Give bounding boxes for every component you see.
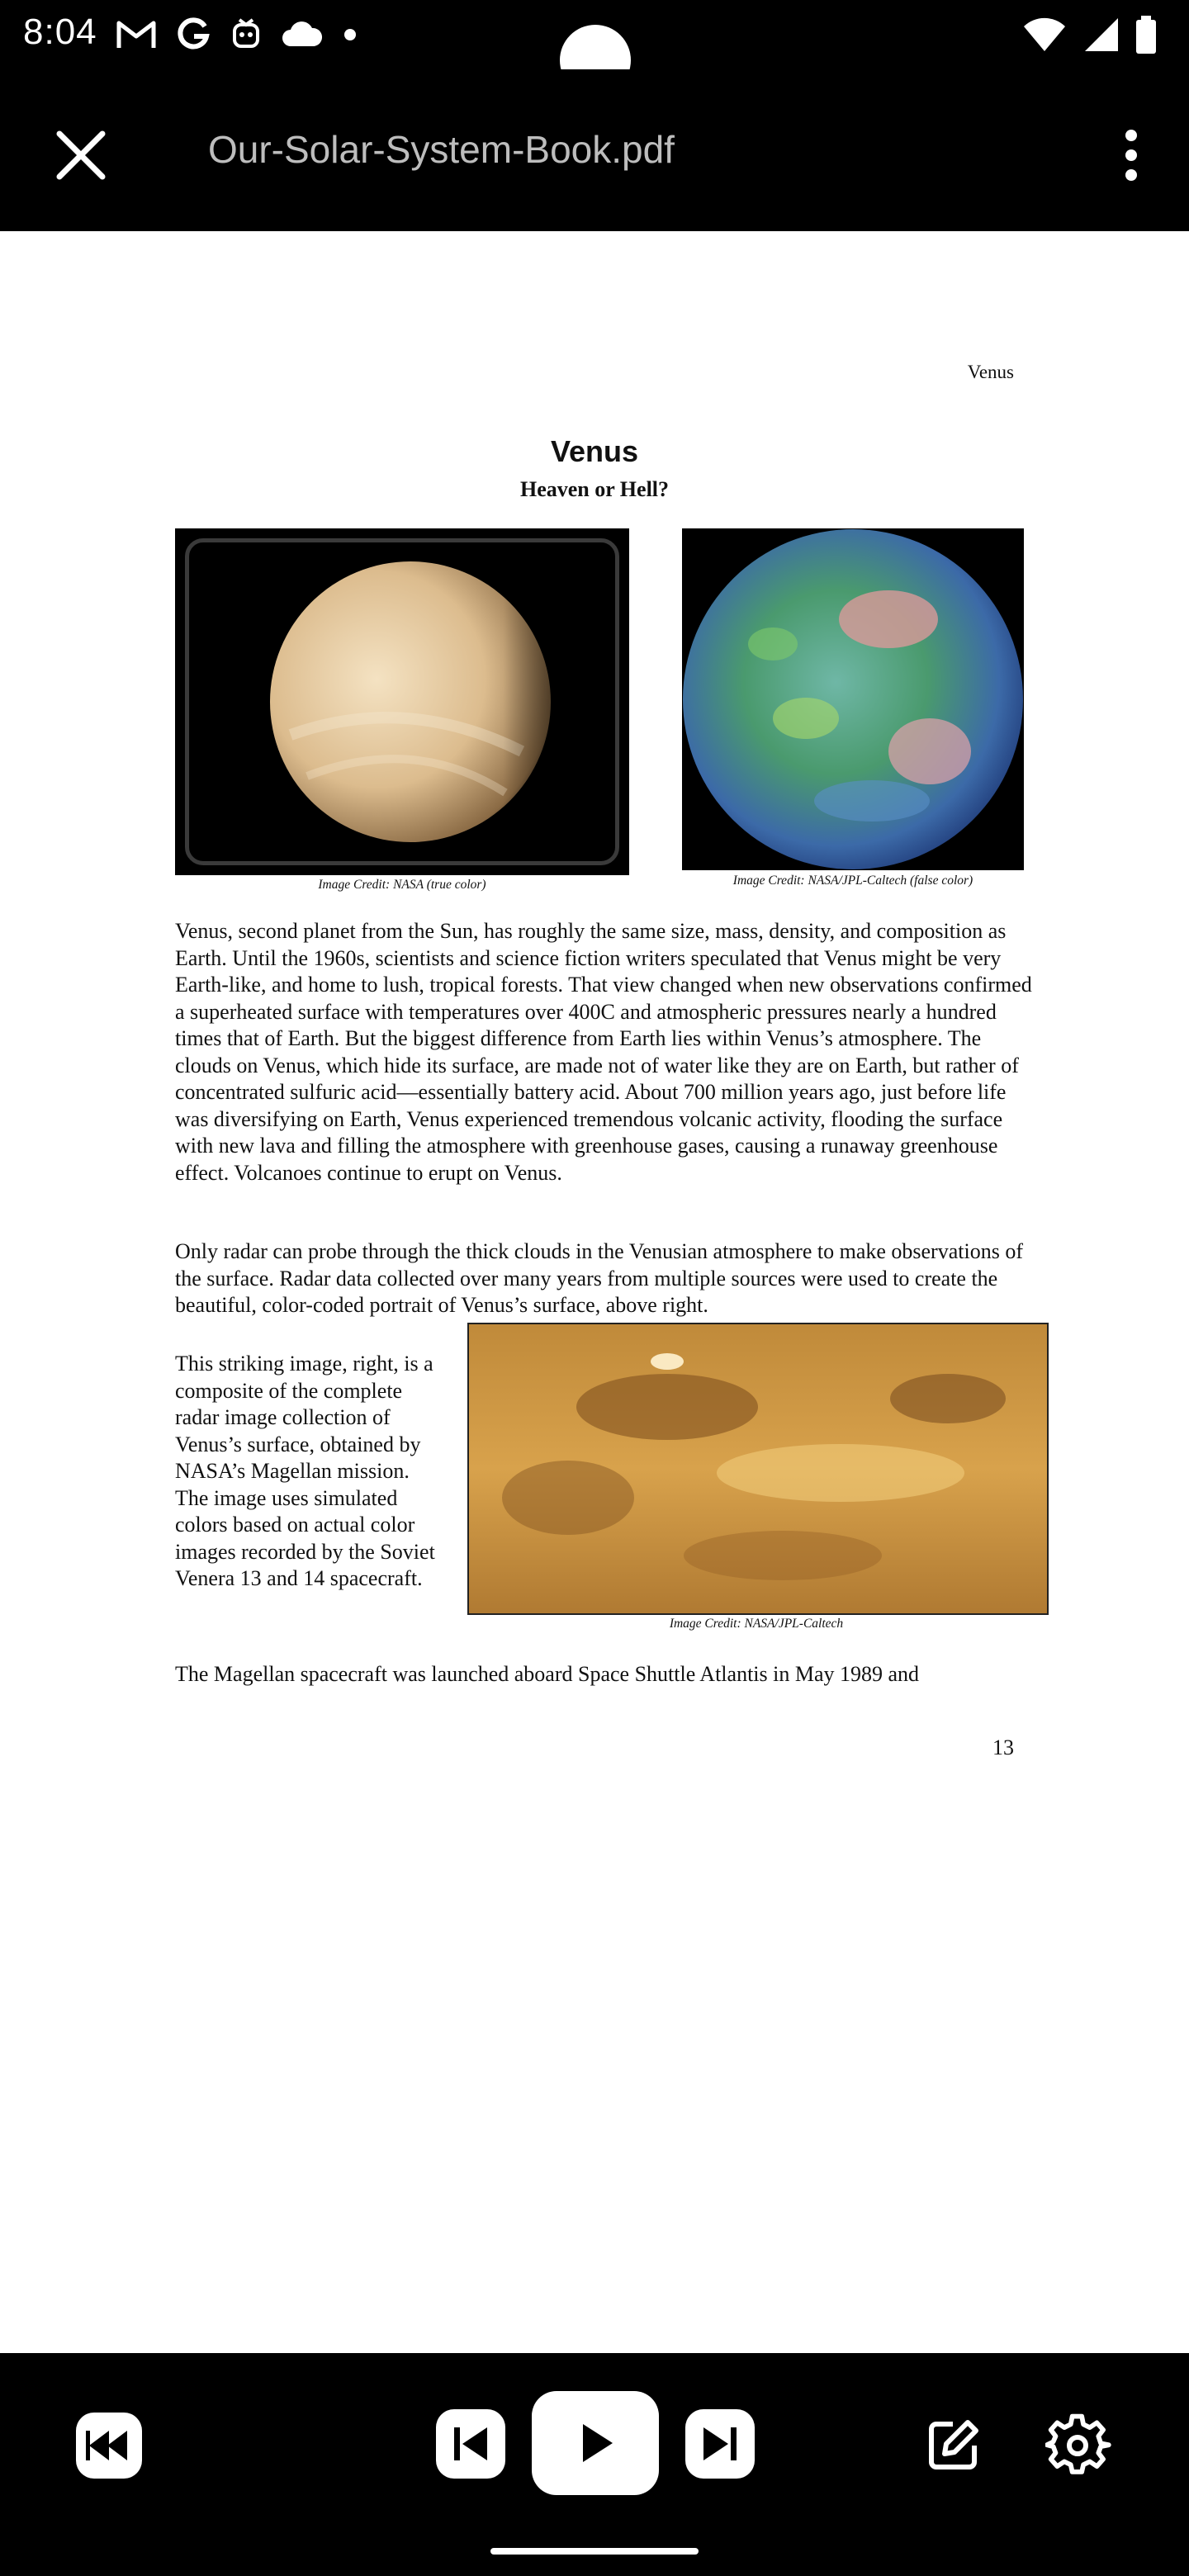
play-icon bbox=[532, 2391, 659, 2495]
skip-next-icon bbox=[685, 2409, 755, 2479]
page-subtitle: Heaven or Hell? bbox=[519, 477, 670, 501]
edit-icon bbox=[920, 2413, 986, 2479]
home-indicator[interactable] bbox=[490, 2548, 699, 2555]
play-button[interactable] bbox=[532, 2391, 659, 2495]
settings-button[interactable] bbox=[1045, 2413, 1111, 2479]
paragraph-1: Venus, second planet from the Sun, has roughly the same size, mass, density, and composition as Earth. Until the 1960s, scientists and science fiction writers speculated that Venus might be very Earth-like, and home to lush, tropical forests. That view changed when new observations confirmed a superheated surface with temperatures over 400C and atmospheric pressures nearly a hundred times that of Earth. But the biggest difference from Earth lies within Venus’s atmosphere. The clouds on Venus, which hide its surface, are made not of water like they are on Earth, but rather of concentrated sulfuric acid—essentially battery acid. About 700 million years ago, just before life was diversifying on Earth, Venus experienced tremendous volcanic activity, flooding the surface with new lava and filling the atmosphere with greenhouse gases, causing a runaway greenhouse effect. Volcanoes continue to erupt on Venus. bbox=[175, 919, 1032, 1185]
edit-button[interactable] bbox=[920, 2413, 986, 2479]
skip-previous-icon bbox=[436, 2409, 505, 2479]
file-title: Our-Solar-System-Book.pdf bbox=[208, 128, 675, 171]
skip-next-button[interactable] bbox=[685, 2409, 755, 2479]
paragraph-3: The Magellan spacecraft was launched aboard Space Shuttle Atlantis in May 1989 and bbox=[175, 1662, 920, 1686]
caption-map: Image Credit: NASA/JPL-Caltech bbox=[669, 1617, 844, 1631]
playback-controls bbox=[0, 2353, 1189, 2576]
page-title: Venus bbox=[550, 434, 639, 468]
venus-false-color-image bbox=[682, 528, 1024, 870]
caption-true-color: Image Credit: NASA (true color) bbox=[318, 878, 486, 892]
paragraph-2: Only radar can probe through the thick clouds in the Venusian atmosphere to make observations of the surface. Radar data collected over many years from multiple sources were used to create the beautiful, color-coded portrait of Venus’s surface, above right. bbox=[175, 1239, 1023, 1317]
caption-false-color: Image Credit: NASA/JPL-Caltech (false color) bbox=[732, 874, 973, 888]
side-paragraph: This striking image, right, is a composite of the complete radar image collection of Venus’s surface, obtained by NASA’s Magellan mission. The image uses simulated colors based on actual color images recorded by the Soviet Venera 13 and 14 spacecraft. bbox=[175, 1352, 435, 1590]
rewind-button[interactable] bbox=[76, 2413, 142, 2479]
rewind-icon bbox=[76, 2413, 142, 2479]
skip-previous-button[interactable] bbox=[436, 2409, 505, 2479]
status-time: 8:04 bbox=[23, 12, 97, 52]
pdf-page[interactable] bbox=[0, 231, 1189, 2353]
venus-true-color-image bbox=[175, 528, 629, 875]
venus-surface-map-image bbox=[467, 1323, 1049, 1615]
settings-icon bbox=[1045, 2413, 1111, 2479]
page-number: 13 bbox=[992, 1735, 1014, 1759]
running-head: Venus bbox=[967, 362, 1014, 382]
